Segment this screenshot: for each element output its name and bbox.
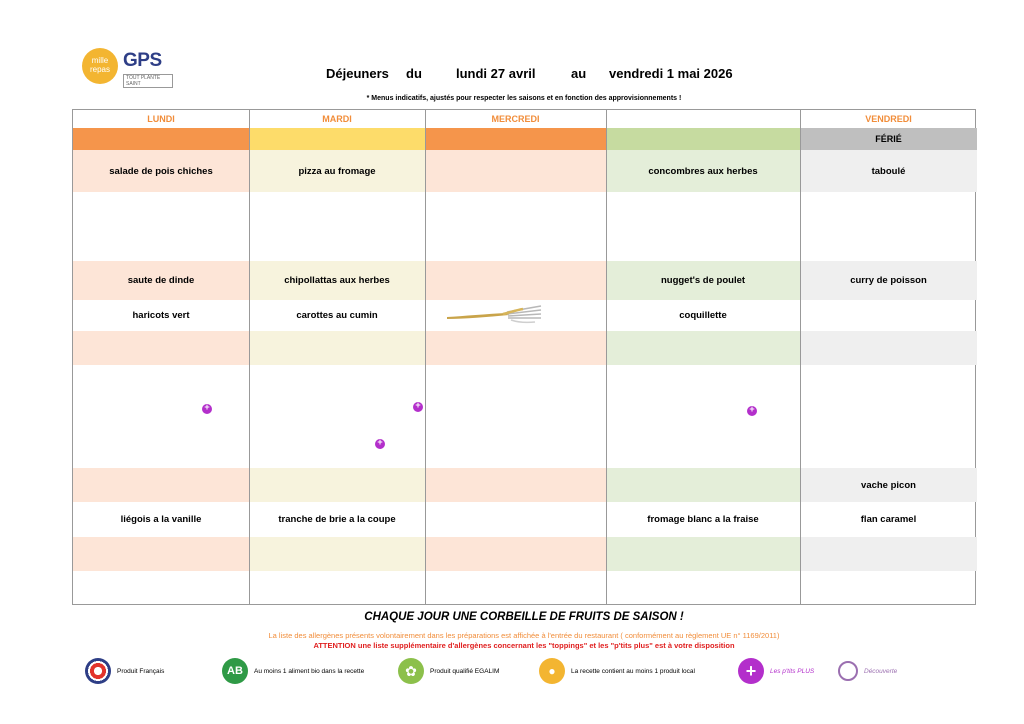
legend-item-local <box>539 657 695 685</box>
header-label: Déjeuners <box>326 66 389 81</box>
fork-icon <box>445 302 543 328</box>
lundi-entree: salade de pois chiches <box>109 165 213 177</box>
day-header-mardi: MARDI <box>322 114 352 124</box>
menu-subtitle: * Menus indicatifs, ajustés pour respecter les saisons et en fonction des approvisionnements ! <box>366 95 682 102</box>
mardi-accompagnement: carottes au cumin <box>296 310 378 321</box>
lundi-band-5 <box>73 537 249 571</box>
lundi-band-4 <box>73 468 249 502</box>
legend-label: Produit Français <box>117 667 165 675</box>
mardi-color-strip <box>249 128 425 150</box>
legend-label: Produit qualifié EGALIM <box>430 667 500 675</box>
jeudi-accompagnement: coquillette <box>679 310 727 321</box>
vendredi-band-3 <box>800 331 977 365</box>
header-au: au <box>571 66 587 81</box>
legend-item-organic <box>222 657 364 685</box>
day-header-vendredi: VENDREDI <box>865 114 912 124</box>
vendredi-plat: curry de poisson <box>850 275 927 286</box>
lundi-plat: saute de dinde <box>127 275 195 286</box>
vendredi-dessert: flan caramel <box>860 514 917 525</box>
day-header-mercredi: MERCREDI <box>491 114 540 124</box>
mille-repas-logo-text: mille repas <box>89 56 110 74</box>
header-end-date: vendredi 1 mai 2026 <box>609 66 733 81</box>
legend-label: Découverte <box>864 667 898 675</box>
discovery-icon <box>838 661 858 681</box>
mille-repas-logo <box>82 48 118 84</box>
jeudi-color-strip <box>606 128 800 150</box>
jeudi-band-3 <box>606 331 800 365</box>
vendredi-fromage: vache picon <box>861 479 916 491</box>
mercredi-band-4 <box>425 468 606 502</box>
ptits-plus-icon <box>413 402 423 412</box>
mercredi-band-3 <box>425 331 606 365</box>
legend-label: La recette contient au moins 1 produit local <box>571 667 695 675</box>
mardi-band-4 <box>249 468 425 502</box>
jeudi-plat: nugget's de poulet <box>660 275 746 286</box>
legend-label: Au moins 1 aliment bio dans la recette <box>254 667 365 675</box>
day-header-lundi: LUNDI <box>147 114 175 124</box>
mardi-dessert: tranche de brie a la coupe <box>278 514 396 525</box>
mercredi-color-strip <box>425 128 606 150</box>
legend-label: Les p'tits PLUS <box>770 667 815 675</box>
french-flag-icon <box>85 658 111 684</box>
gps-logo-tagline: TOUT PLANTE SAINT <box>123 74 173 88</box>
column-divider <box>425 110 426 604</box>
legend-item-egalim <box>398 657 499 685</box>
lundi-color-strip <box>73 128 249 150</box>
jeudi-band-5 <box>606 537 800 571</box>
ptits-plus-icon <box>747 406 757 416</box>
egalim-icon: ✿ <box>398 658 424 684</box>
mercredi-plat-band <box>425 261 606 300</box>
allergen-attention: ATTENTION une liste supplémentaire d'allergènes concernant les "toppings" et les "p'tits plus" est à votre disposition <box>313 641 735 650</box>
vendredi-band-5 <box>800 537 977 571</box>
mercredi-entree-band <box>425 150 606 192</box>
organic-ab-icon: AB <box>222 658 248 684</box>
ptits-plus-icon <box>375 439 385 449</box>
lundi-band-3 <box>73 331 249 365</box>
mardi-band-5 <box>249 537 425 571</box>
gps-logo <box>123 50 173 87</box>
jeudi-entree: concombres aux herbes <box>648 165 758 177</box>
mercredi-band-5 <box>425 537 606 571</box>
ptits-plus-icon: + <box>738 658 764 684</box>
legend-item-discovery <box>838 657 897 685</box>
menu-grid <box>72 109 976 605</box>
day-header-jeudi <box>606 110 800 128</box>
jeudi-dessert: fromage blanc a la fraise <box>647 514 759 525</box>
vendredi-entree: taboulé <box>871 165 906 177</box>
allergen-note: La liste des allergènes présents volontairement dans les préparations est affichée à l'entrée du restaurant ( conformément au règlement UE n° 1169/2011) <box>268 631 780 640</box>
jeudi-band-4 <box>606 468 800 502</box>
mardi-plat: chipollattas aux herbes <box>284 275 390 286</box>
gps-logo-text: GPS <box>123 50 162 71</box>
ptits-plus-icon <box>202 404 212 414</box>
mardi-entree: pizza au fromage <box>298 165 376 177</box>
header-start-date: lundi 27 avril <box>456 66 536 81</box>
lundi-dessert: liégois a la vanille <box>120 514 202 525</box>
header-du: du <box>406 66 422 81</box>
ferie-label: FÉRIÉ <box>800 128 977 150</box>
fruit-banner: CHAQUE JOUR UNE CORBEILLE DE FRUITS DE SAISON ! <box>364 611 684 623</box>
lundi-accompagnement: haricots vert <box>132 310 190 321</box>
mardi-band-3 <box>249 331 425 365</box>
legend-item-ptits-plus <box>738 657 814 685</box>
local-pin-icon: ● <box>539 658 565 684</box>
legend-item-french <box>85 657 164 685</box>
